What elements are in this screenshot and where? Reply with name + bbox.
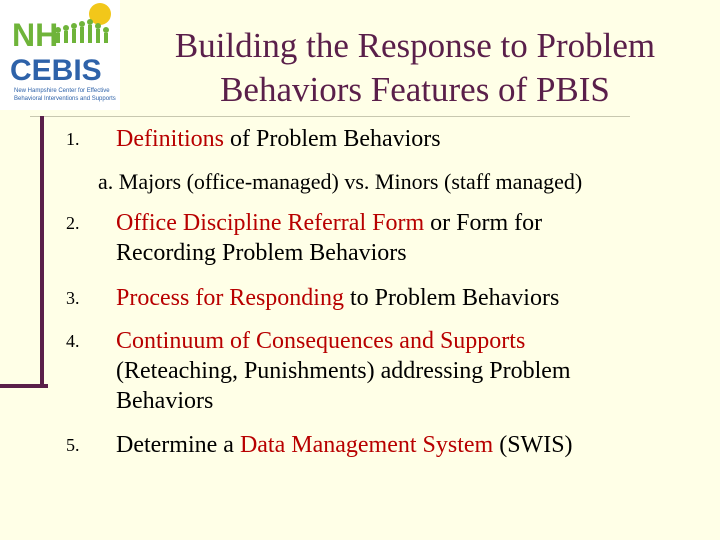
plain-text: or Form for — [424, 210, 543, 236]
highlight-text: Office Discipline Referral Form — [116, 210, 425, 236]
plain-text: to Problem Behaviors — [343, 285, 560, 311]
slide-title-line-1: Building the Response to Problem — [174, 26, 656, 65]
plain-text-line-2: Recording Problem Behaviors — [116, 240, 407, 266]
sub-item-a: a. Majors (office-managed) vs. Minors (staff managed) — [98, 169, 583, 194]
nhcebis-logo-graphic — [0, 0, 120, 110]
logo-caption-2: Behavioral Interventions and Supports — [14, 96, 116, 102]
slide-title-line-2: Behaviors Features of PBIS — [220, 70, 610, 109]
list-item-text — [116, 208, 706, 268]
highlight-text: Definitions — [116, 126, 224, 152]
list-item-number: 4. — [66, 331, 80, 351]
highlight-text: Process for Responding — [116, 285, 344, 311]
list-item-text — [116, 430, 706, 460]
slide-title — [135, 24, 695, 112]
plain-text-line-3: Behaviors — [116, 388, 214, 414]
list-item-number: 5. — [66, 435, 80, 455]
plain-text-pre: Determine a — [116, 432, 240, 458]
list-item-text — [116, 326, 706, 416]
top-divider — [30, 116, 630, 117]
plain-text: of Problem Behaviors — [224, 126, 441, 152]
list-item-text — [116, 124, 706, 154]
logo-caption-1: New Hampshire Center for Effective — [14, 88, 110, 94]
list-item-number: 2. — [66, 213, 80, 233]
left-accent-bar — [0, 116, 44, 384]
logo-cebis-text: CEBIS — [10, 54, 102, 87]
list-item-number: 1. — [66, 129, 80, 149]
nhcebis-logo — [0, 0, 120, 110]
highlight-text: Data Management System — [239, 432, 494, 458]
left-accent-bar-foot — [0, 384, 48, 388]
list-item-text — [116, 283, 706, 313]
highlight-text: Continuum of Consequences and Supports — [116, 328, 526, 354]
plain-text: (SWIS) — [493, 432, 573, 458]
logo-nh-text: NH — [12, 17, 59, 53]
plain-text-line-2: (Reteaching, Punishments) addressing Problem — [116, 358, 571, 384]
list-item-number: 3. — [66, 288, 80, 308]
